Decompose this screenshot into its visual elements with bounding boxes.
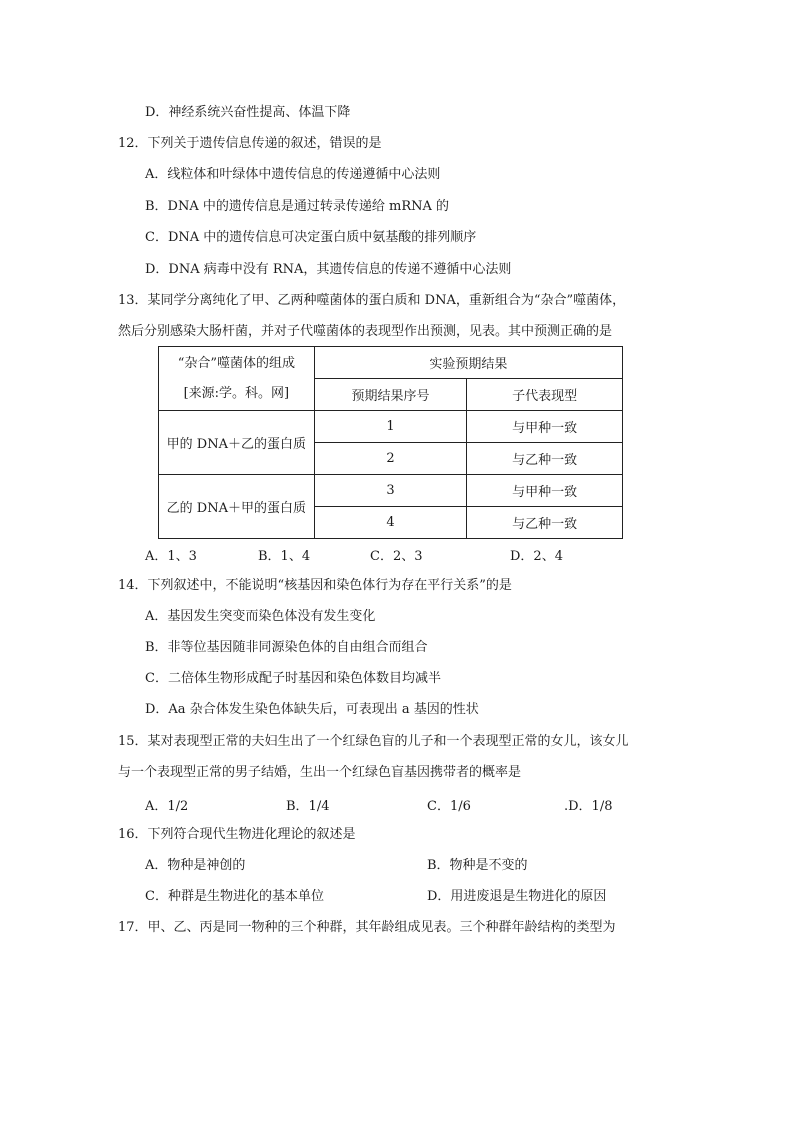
q13-answer-a: A．1、3 <box>145 549 197 564</box>
header-composition-line1: “杂合”噬菌体的组成 <box>177 355 295 371</box>
q15-answer-c: C．1/6 <box>427 799 471 814</box>
header-offspring-phenotype: 子代表现型 <box>467 379 623 411</box>
table-row <box>159 411 623 443</box>
composition-cell: 乙的 DNA＋甲的蛋白质 <box>159 475 315 539</box>
q12-option-b: B．DNA 中的遗传信息是通过转录传递给 mRNA 的 <box>145 199 450 214</box>
q13-stem-line1: 13．某同学分离纯化了甲、乙两种噬菌体的蛋白质和 DNA，重新组合为“杂合”噬菌体， <box>118 293 626 308</box>
q13-answer-d: D．2、4 <box>510 549 563 564</box>
q14-option-b: B．非等位基因随非同源染色体的自由组合而组合 <box>145 640 428 655</box>
q16-stem: 16．下列符合现代生物进化理论的叙述是 <box>118 827 356 842</box>
q16-option-d: D．用进废退是生物进化的原因 <box>427 889 607 904</box>
phenotype-cell: 与乙种一致 <box>467 443 623 475</box>
q11-option-d: D．神经系统兴奋性提高、体温下降 <box>145 105 351 120</box>
header-source-note: [来源:学。科。网] <box>183 385 290 401</box>
q15-stem-line1: 15．某对表现型正常的夫妇生出了一个红绿色盲的儿子和一个表现型正常的女儿，该女儿 <box>118 734 629 749</box>
q16-option-b: B．物种是不变的 <box>427 858 528 873</box>
q16-option-a: A．物种是神创的 <box>145 858 246 873</box>
q15-stem-line2: 与一个表现型正常的男子结婚，生出一个红绿色盲基因携带者的概率是 <box>118 765 522 780</box>
result-number-cell: 4 <box>314 507 467 539</box>
q13-answer-c: C．2、3 <box>370 549 423 564</box>
q15-answer-b: B．1/4 <box>286 799 330 814</box>
q13-answer-b: B．1、4 <box>258 549 311 564</box>
q12-option-a: A．线粒体和叶绿体中遗传信息的传递遵循中心法则 <box>145 167 441 182</box>
q15-answer-a: A．1/2 <box>145 799 189 814</box>
table-row <box>159 475 623 507</box>
result-number-cell: 3 <box>314 475 467 507</box>
q14-option-a: A．基因发生突变而染色体没有发生变化 <box>145 609 376 624</box>
q15-answer-d: .D．1/8 <box>564 799 613 814</box>
q13-table <box>158 346 623 539</box>
result-number-cell: 1 <box>314 411 467 443</box>
result-number-cell: 2 <box>314 443 467 475</box>
q12-option-c: C．DNA 中的遗传信息可决定蛋白质中氨基酸的排列顺序 <box>145 230 477 245</box>
q17-stem: 17．甲、乙、丙是同一物种的三个种群，其年龄组成见表。三个种群年龄结构的类型为 <box>118 920 616 935</box>
header-composition <box>159 347 315 411</box>
q12-option-d: D．DNA 病毒中没有 RNA，其遗传信息的传递不遵循中心法则 <box>145 262 512 277</box>
q14-option-c: C．二倍体生物形成配子时基因和染色体数目均减半 <box>145 671 441 686</box>
phenotype-cell: 与甲种一致 <box>467 475 623 507</box>
q13-stem-line2: 然后分别感染大肠杆菌，并对子代噬菌体的表现型作出预测，见表。其中预测正确的是 <box>118 324 613 339</box>
header-expected-results: 实验预期结果 <box>314 347 622 379</box>
q12-stem: 12．下列关于遗传信息传递的叙述，错误的是 <box>118 136 382 151</box>
q14-stem: 14．下列叙述中，不能说明“核基因和染色体行为存在平行关系”的是 <box>118 578 512 593</box>
header-result-number: 预期结果序号 <box>314 379 467 411</box>
composition-cell: 甲的 DNA＋乙的蛋白质 <box>159 411 315 475</box>
q14-option-d: D．Aa 杂合体发生染色体缺失后，可表现出 a 基因的性状 <box>145 702 479 717</box>
phenotype-cell: 与甲种一致 <box>467 411 623 443</box>
phenotype-cell: 与乙种一致 <box>467 507 623 539</box>
q16-option-c: C．种群是生物进化的基本单位 <box>145 889 324 904</box>
